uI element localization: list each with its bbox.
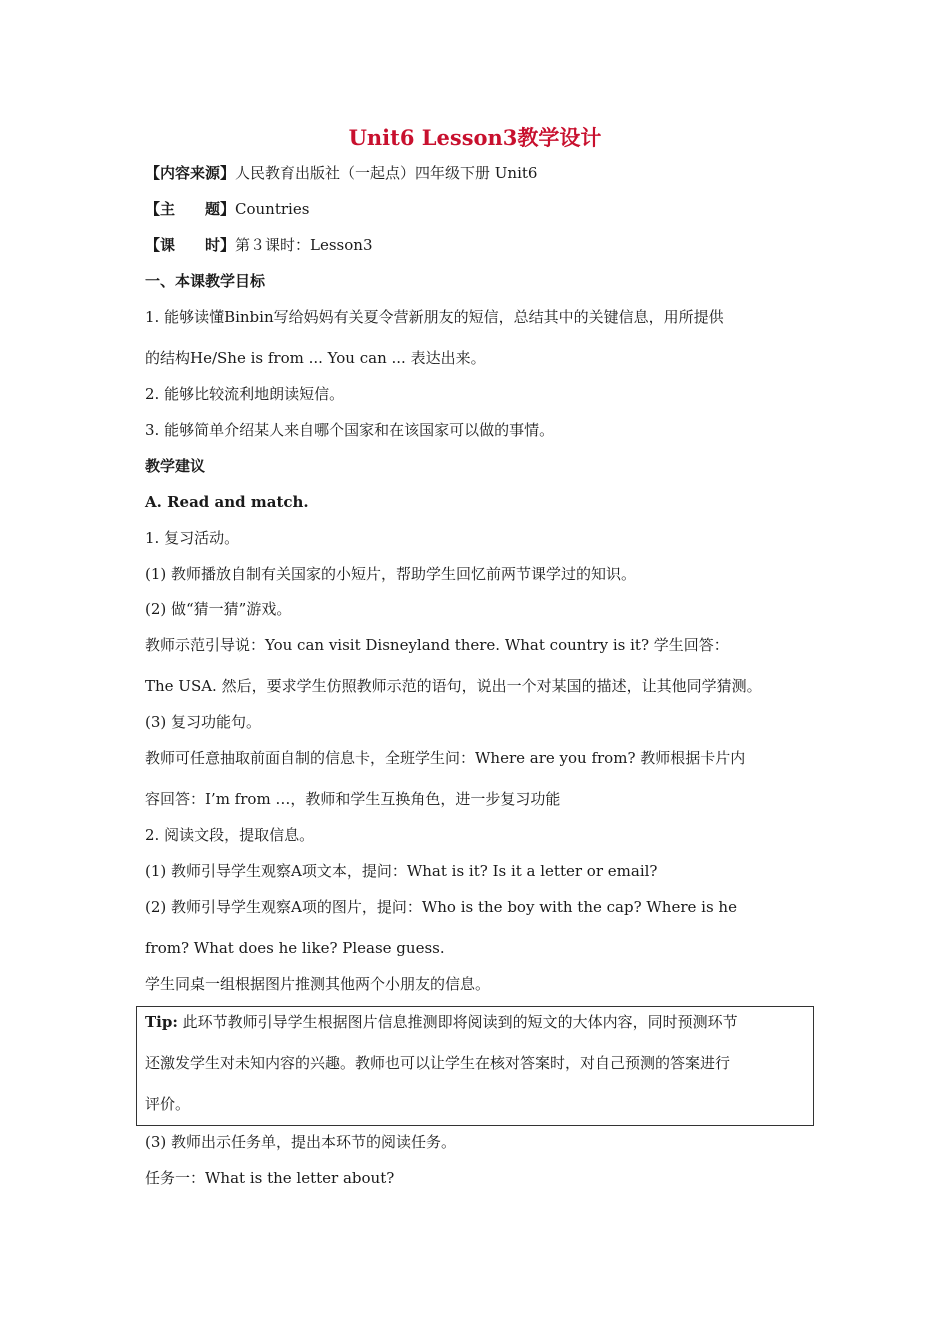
suggestion-line: 容回答：I’m from …，教师和学生互换角色，进一步复习功能: [145, 790, 561, 808]
meta-source: [145, 162, 537, 184]
objective-line: 的结构He/She is from ... You can ... 表达出来。: [145, 349, 486, 367]
tip-line: 评价。: [145, 1095, 191, 1113]
suggestion-line: (2) 教师引导学生观察A项的图片，提问：Who is the boy with the cap? Where is he: [145, 898, 737, 916]
meta-period: [145, 234, 373, 256]
suggestion-line: 2. 阅读文段，提取信息。: [145, 826, 315, 844]
suggestion-line: 教师示范引导说：You can visit Disneyland there. What country is it? 学生回答：: [145, 636, 729, 654]
section-a-heading: A. Read and match.: [145, 493, 309, 511]
objective-line: 3. 能够简单介绍某人来自哪个国家和在该国家可以做的事情。: [145, 421, 555, 439]
suggestion-line: (3) 复习功能句。: [145, 713, 262, 731]
suggestion-line: (2) 做“猜一猜”游戏。: [145, 600, 292, 618]
tip-line: [145, 1011, 738, 1033]
topic-value: Countries: [235, 200, 310, 218]
suggestions-heading: 教学建议: [145, 457, 206, 475]
source-label: 【内容来源】: [145, 164, 236, 182]
document-title: Unit6 Lesson3教学设计: [348, 125, 602, 150]
source-value: 人民教育出版社（一起点）四年级下册 Unit6: [235, 164, 538, 182]
suggestion-line: 1. 复习活动。: [145, 529, 240, 547]
suggestion-line: The USA. 然后，要求学生仿照教师示范的语句，说出一个对某国的描述，让其他同学猜测。: [145, 677, 762, 695]
tip-label: Tip:: [145, 1013, 178, 1031]
period-label: 【课 时】: [145, 236, 236, 254]
tip-box: [136, 1006, 814, 1126]
suggestion-line: from? What does he like? Please guess.: [145, 939, 445, 957]
tip-line: 还激发学生对未知内容的兴趣。教师也可以让学生在核对答案时，对自己预测的答案进行: [145, 1054, 731, 1072]
suggestion-line: 教师可任意抽取前面自制的信息卡，全班学生问：Where are you from? 教师根据卡片内: [145, 749, 746, 767]
objective-line: 1. 能够读懂Binbin写给妈妈有关夏令营新朋友的短信，总结其中的关键信息，用所提供: [145, 308, 724, 326]
suggestion-line: 学生同桌一组根据图片推测其他两个小朋友的信息。: [145, 975, 491, 993]
task-line: (3) 教师出示任务单，提出本环节的阅读任务。: [145, 1133, 457, 1151]
objectives-heading: 一、本课教学目标: [145, 272, 266, 290]
suggestion-line: (1) 教师播放自制有关国家的小短片，帮助学生回忆前两节课学过的知识。: [145, 565, 637, 583]
topic-label: 【主 题】: [145, 200, 236, 218]
task-line: 任务一：What is the letter about?: [145, 1169, 395, 1187]
period-value: 第３课时：Lesson3: [235, 236, 373, 254]
meta-topic: [145, 198, 309, 220]
suggestion-line: (1) 教师引导学生观察A项文本，提问：What is it? Is it a letter or email?: [145, 862, 658, 880]
objective-line: 2. 能够比较流利地朗读短信。: [145, 385, 345, 403]
tip-text: 此环节教师引导学生根据图片信息推测即将阅读到的短文的大体内容，同时预测环节: [177, 1013, 738, 1031]
